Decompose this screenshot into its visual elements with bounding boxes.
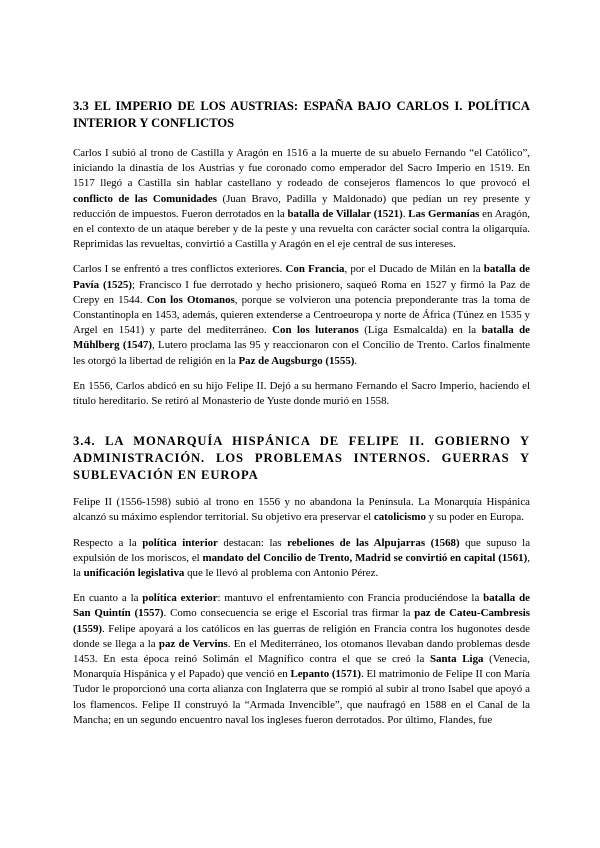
bold-term: paz de Vervins bbox=[158, 637, 228, 650]
bold-term: Con los Otomanos bbox=[146, 293, 235, 306]
paragraph: Respecto a la política interior destacan: las rebeliones de las Alpujarras (1568) que supuso la expulsión de los moriscos, el mandato del Concilio de Trento, Madrid se convirtió en capital (1561), la unificación legislativa que le llevó al problema con Antonio Pérez. bbox=[73, 536, 531, 580]
bold-term: batalla de San Quintín (1557) bbox=[73, 592, 530, 620]
section-felipe-ii bbox=[73, 433, 530, 728]
bold-term: Las Germanías bbox=[408, 207, 480, 220]
bold-term: política interior bbox=[142, 536, 218, 549]
bold-term: paz de Cateu-Cambresis (1559) bbox=[73, 607, 531, 635]
section-carlos-i bbox=[73, 98, 530, 409]
bold-term: política exterior bbox=[142, 592, 218, 605]
bold-term: mandato del Concilio de Trento, Madrid se convirtió en capital (1561) bbox=[202, 551, 528, 564]
section-heading: 3.4. LA MONARQUÍA HISPÁNICA DE FELIPE II. GOBIERNO Y ADMINISTRACIÓN. LOS PROBLEMAS INTERNOS. GUERRAS Y SUBLEVACIÓN EN EUROPA bbox=[73, 434, 530, 483]
bold-term: unificación legislativa bbox=[83, 567, 185, 580]
paragraph: Felipe II (1556-1598) subió al trono en 1556 y no abandona la Península. La Monarquía Hispánica alcanzó su máximo esplendor territorial. Su objetivo era preservar el catolicismo y su poder en Europa. bbox=[73, 496, 530, 524]
bold-term: catolicismo bbox=[373, 511, 426, 524]
bold-term: rebeliones de las Alpujarras (1568) bbox=[287, 536, 460, 549]
bold-term: conflicto de las Comunidades bbox=[73, 192, 218, 205]
bold-term: batalla de Villalar (1521) bbox=[287, 207, 403, 220]
paragraph: En cuanto a la política exterior: mantuvo el enfrentamiento con Francia produciéndose la batalla de San Quintín (1557). Como consecuencia se erige el Escorial tras firmar la paz de Cateu-Cambresis (1559). Felipe apoyará a los católicos en las guerras de religión en Francia contra los hugonotes desde donde se llega a la paz de Vervins. En el Mediterráneo, los otomanos llevaban dando problemas desde 1453. En esta época reinó Solimán el Magnífico contra el que se creó la Santa Liga (Venecia, Monarquía Hispánica y el Papado) que venció en Lepanto (1571). El matrimonio de Felipe II con María Tudor le proporcionó una corta alianza con Inglaterra que se rompió al subir al trono Isabel que apoyó a los flamencos. Felipe II construyó la “Armada Invencible”, que naufragó en 1588 en el Canal de la Mancha; en un segundo encuentro naval los ingleses fueron derrotados. Por último, Flandes, fue bbox=[73, 592, 531, 726]
bold-term: batalla de Mühlberg (1547) bbox=[73, 324, 530, 352]
paragraph: Carlos I se enfrentó a tres conflictos exteriores. Con Francia, por el Ducado de Milán en la batalla de Pavía (1525); Francisco I fue derrotado y hecho prisionero, saqueó Roma en 1527 y firmó la Paz de Crepy en 1544. Con los Otomanos, porque se volvieron una potencia preponderante tras la toma de Constantinopla en 1453, además, quieren extenderse a Centroeuropa y norte de África (Túnez en 1535 y Argel en 1541) y parte del mediterráneo. Con los luteranos (Liga Esmalcalda) en la batalla de Mühlberg (1547), Lutero proclama las 95 y reaccionaron con el Concilio de Trento. Carlos finalmente les otorgó la libertad de religión en la Paz de Augsburgo (1555). bbox=[73, 263, 531, 367]
bold-term: Con los luteranos bbox=[272, 324, 359, 337]
section-heading: 3.3 EL IMPERIO DE LOS AUSTRIAS: ESPAÑA BAJO CARLOS I. POLÍTICA INTERIOR Y CONFLICTOS bbox=[73, 99, 530, 130]
bold-term: batalla de Pavía (1525) bbox=[73, 263, 531, 291]
paragraph: En 1556, Carlos abdicó en su hijo Felipe II. Dejó a su hermano Fernando el Sacro Imperio, haciendo el título hereditario. Se retiró al Monasterio de Yuste donde murió en 1558. bbox=[73, 379, 530, 408]
bold-term: Lepanto (1571) bbox=[290, 668, 361, 681]
bold-term: Con Francia bbox=[285, 263, 345, 276]
bold-term: Paz de Augsburgo (1555) bbox=[238, 354, 355, 367]
bold-term: Santa Liga bbox=[429, 653, 484, 666]
paragraph: Carlos I subió al trono de Castilla y Aragón en 1516 a la muerte de su abuelo Fernando “el Católico”, iniciando la dinastía de los Austrias y fue coronado como emperador del Sacro Imperio en 1519. En 1517 llegó a Castilla sin hablar castellano y rodeado de consejeros flamencos lo que provocó el conflicto de las Comunidades (Juan Bravo, Padilla y Maldonado) que pedían un rey presente y reducción de impuestos. Fueron derrotados en la batalla de Villalar (1521). Las Germanías en Aragón, en el contexto de un ataque bereber y de la peste y una revuelta con carácter social contra la oligarquía. Reprimidas las revueltas, convirtió a Castilla y Aragón en el eje central de sus intereses. bbox=[73, 147, 531, 251]
